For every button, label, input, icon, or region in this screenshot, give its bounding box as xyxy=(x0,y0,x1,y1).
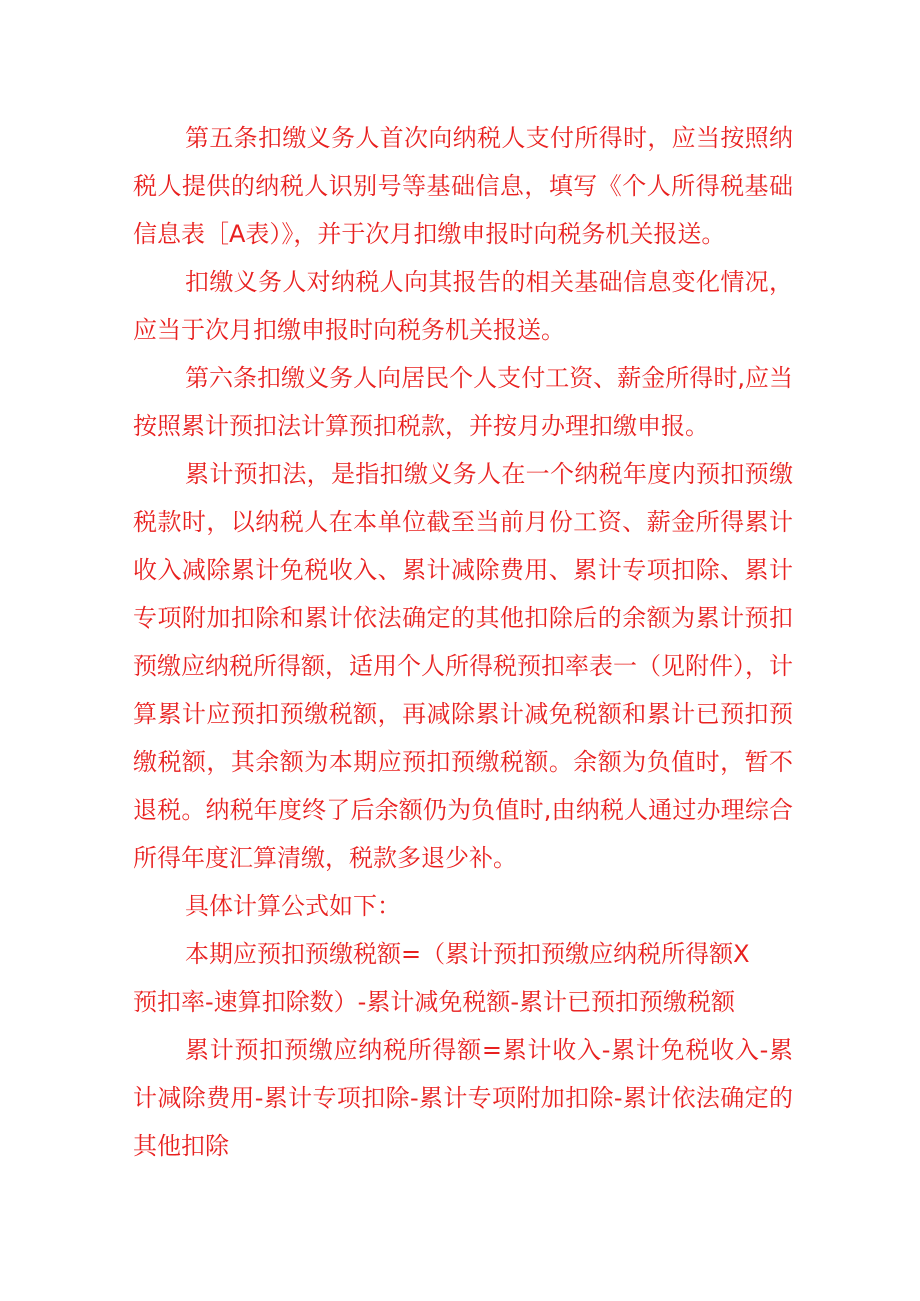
paragraph-formula-intro: 具体计算公式如下： xyxy=(185,892,401,920)
formula-1-line-1: 本期应预扣预缴税额=（累计预扣预缴应纳税所得额X xyxy=(185,940,750,968)
document-body xyxy=(133,114,793,1170)
paragraph-article-6: 第六条扣缴义务人向居民个人支付工资、薪金所得时,应当按照累计预扣法计算预扣税款，并按月办理扣缴申报。 xyxy=(133,364,793,440)
paragraph-article-5: 第五条扣缴义务人首次向纳税人支付所得时，应当按照纳税人提供的纳税人识别号等基础信息，填写《个人所得税基础信息表［A表）》，并于次月扣缴申报时向税务机关报送。 xyxy=(133,124,793,248)
formula-1-line-2: 预扣率-速算扣除数）-累计减免税额-累计已预扣预缴税额 xyxy=(133,988,735,1016)
paragraph-info-change: 扣缴义务人对纳税人向其报告的相关基础信息变化情况，应当于次月扣缴申报时向税务机关报送。 xyxy=(133,268,793,344)
formula-2: 累计预扣预缴应纳税所得额=累计收入-累计免税收入-累计减除费用-累计专项扣除-累计专项附加扣除-累计依法确定的其他扣除 xyxy=(133,1036,793,1160)
paragraph-cumulative-method: 累计预扣法，是指扣缴义务人在一个纳税年度内预扣预缴税款时，以纳税人在本单位截至当前月份工资、薪金所得累计收入减除累计免税收入、累计减除费用、累计专项扣除、累计专项附加扣除和累计依法确定的其他扣除后的余额为累计预扣预缴应纳税所得额，适用个人所得税预扣率表一（见附件），计算累计应预扣预缴税额，再减除累计减免税额和累计已预扣预缴税额，其余额为本期应预扣预缴税额。余额为负值时，暂不退税。纳税年度终了后余额仍为负值时,由纳税人通过办理综合所得年度汇算清缴，税款多退少补。 xyxy=(133,460,793,872)
